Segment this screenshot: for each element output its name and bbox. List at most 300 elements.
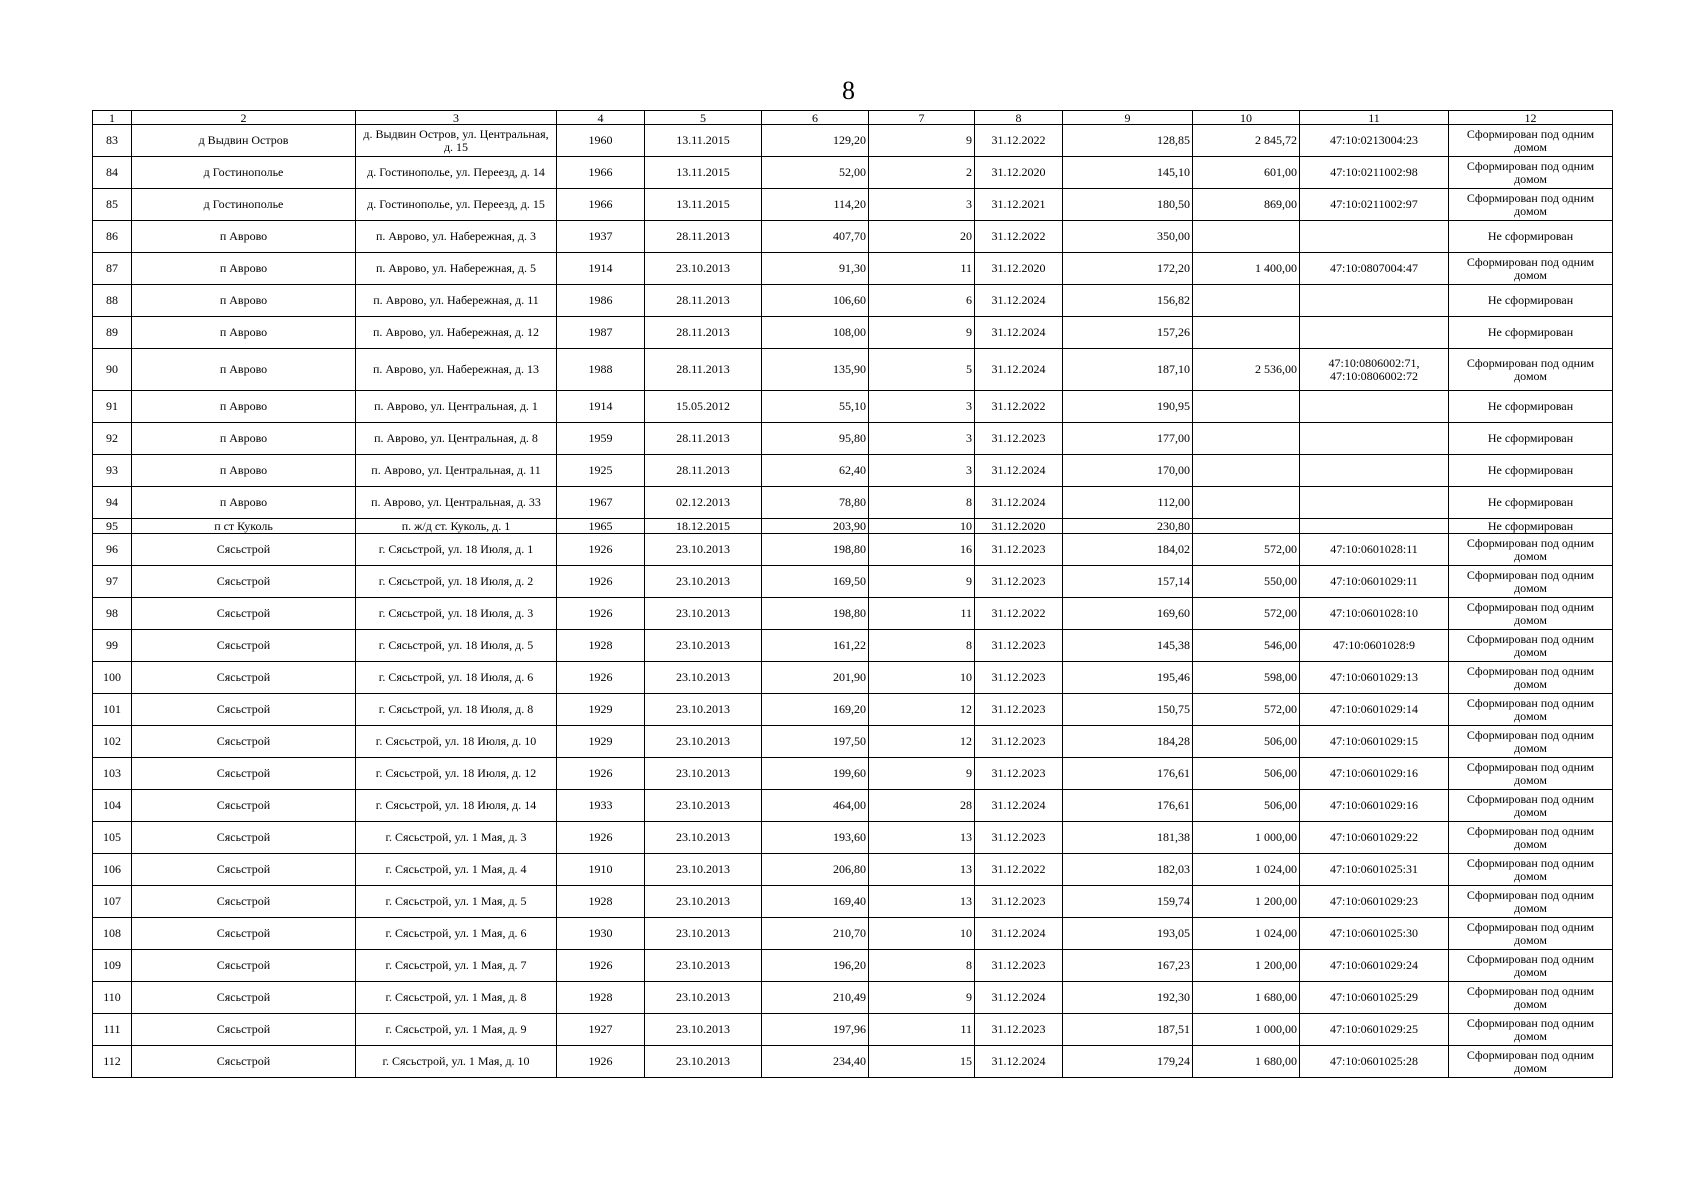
table-cell: 93: [93, 455, 132, 487]
table-cell: 6: [869, 285, 975, 317]
table-cell: 105: [93, 822, 132, 854]
table-cell: [1300, 423, 1449, 455]
table-cell: 193,60: [762, 822, 869, 854]
table-cell: Сформирован под одним домом: [1449, 918, 1613, 950]
table-cell: Сясьстрой: [132, 918, 356, 950]
table-cell: 187,10: [1063, 349, 1193, 391]
table-cell: 47:10:0601029:15: [1300, 726, 1449, 758]
table-row: [93, 317, 1613, 349]
table-cell: 28.11.2013: [645, 349, 762, 391]
table-cell: 23.10.2013: [645, 534, 762, 566]
table-cell: [1300, 221, 1449, 253]
table-cell: 88: [93, 285, 132, 317]
table-cell: 1910: [557, 854, 645, 886]
table-cell: 1 024,00: [1193, 918, 1300, 950]
table-cell: 23.10.2013: [645, 662, 762, 694]
table-row: [93, 285, 1613, 317]
table-cell: 31.12.2023: [975, 534, 1063, 566]
table-cell: 1937: [557, 221, 645, 253]
table-cell: Сформирован под одним домом: [1449, 950, 1613, 982]
table-cell: 177,00: [1063, 423, 1193, 455]
table-cell: 31.12.2024: [975, 317, 1063, 349]
table-cell: Не сформирован: [1449, 455, 1613, 487]
table-cell: 20: [869, 221, 975, 253]
table-cell: 145,10: [1063, 157, 1193, 189]
table-cell: г. Сясьстрой, ул. 18 Июля, д. 10: [356, 726, 557, 758]
table-cell: 1966: [557, 189, 645, 221]
table-cell: 1926: [557, 758, 645, 790]
table-cell: 13.11.2015: [645, 125, 762, 157]
table-cell: г. Сясьстрой, ул. 1 Мая, д. 3: [356, 822, 557, 854]
table-cell: 13.11.2015: [645, 157, 762, 189]
table-cell: 167,23: [1063, 950, 1193, 982]
table-cell: 1926: [557, 598, 645, 630]
table-cell: 135,90: [762, 349, 869, 391]
table-cell: 31.12.2021: [975, 189, 1063, 221]
table-cell: 103: [93, 758, 132, 790]
table-cell: 210,49: [762, 982, 869, 1014]
table-cell: 1929: [557, 726, 645, 758]
table-cell: 129,20: [762, 125, 869, 157]
table-cell: п Аврово: [132, 253, 356, 285]
table-cell: 86: [93, 221, 132, 253]
table-cell: 23.10.2013: [645, 982, 762, 1014]
table-cell: 47:10:0601029:11: [1300, 566, 1449, 598]
table-cell: г. Сясьстрой, ул. 1 Мая, д. 8: [356, 982, 557, 1014]
table-row: [93, 519, 1613, 534]
table-cell: 111: [93, 1014, 132, 1046]
table-cell: Сясьстрой: [132, 630, 356, 662]
column-number-row: [93, 111, 1613, 125]
table-cell: 1928: [557, 886, 645, 918]
table-cell: 1914: [557, 253, 645, 285]
table-cell: 1926: [557, 1046, 645, 1078]
table-cell: 109: [93, 950, 132, 982]
table-cell: 199,60: [762, 758, 869, 790]
table-cell: 3: [869, 189, 975, 221]
table-cell: 31.12.2022: [975, 221, 1063, 253]
table-cell: г. Сясьстрой, ул. 1 Мая, д. 7: [356, 950, 557, 982]
table-cell: Сформирован под одним домом: [1449, 349, 1613, 391]
table-cell: 106,60: [762, 285, 869, 317]
table-cell: 9: [869, 125, 975, 157]
table-cell: Сформирован под одним домом: [1449, 598, 1613, 630]
table-cell: Сясьстрой: [132, 598, 356, 630]
table-cell: 1986: [557, 285, 645, 317]
table-cell: 201,90: [762, 662, 869, 694]
table-cell: 90: [93, 349, 132, 391]
table-cell: 31.12.2023: [975, 726, 1063, 758]
page-number: 8: [842, 76, 855, 105]
table-cell: г. Сясьстрой, ул. 18 Июля, д. 2: [356, 566, 557, 598]
table-cell: д Гостинополье: [132, 157, 356, 189]
table-cell: 1959: [557, 423, 645, 455]
table-cell: Сясьстрой: [132, 694, 356, 726]
table-cell: г. Сясьстрой, ул. 18 Июля, д. 3: [356, 598, 557, 630]
table-row: [93, 918, 1613, 950]
table-cell: [1193, 519, 1300, 534]
table-cell: д. Выдвин Остров, ул. Центральная, д. 15: [356, 125, 557, 157]
table-cell: д. Гостинополье, ул. Переезд, д. 14: [356, 157, 557, 189]
table-cell: 31.12.2022: [975, 854, 1063, 886]
table-cell: 176,61: [1063, 790, 1193, 822]
table-row: [93, 1046, 1613, 1078]
table-cell: 1927: [557, 1014, 645, 1046]
table-cell: 161,22: [762, 630, 869, 662]
table-cell: 89: [93, 317, 132, 349]
table-cell: 23.10.2013: [645, 598, 762, 630]
table-cell: 197,50: [762, 726, 869, 758]
table-cell: 1966: [557, 157, 645, 189]
table-cell: 210,70: [762, 918, 869, 950]
table-cell: 170,00: [1063, 455, 1193, 487]
table-cell: Сформирован под одним домом: [1449, 1046, 1613, 1078]
table-cell: Сформирован под одним домом: [1449, 982, 1613, 1014]
table-cell: 96: [93, 534, 132, 566]
table-cell: 23.10.2013: [645, 822, 762, 854]
table-cell: 169,20: [762, 694, 869, 726]
table-cell: 31.12.2024: [975, 487, 1063, 519]
table-row: [93, 950, 1613, 982]
table-row: [93, 349, 1613, 391]
table-cell: Сясьстрой: [132, 534, 356, 566]
table-cell: г. Сясьстрой, ул. 18 Июля, д. 6: [356, 662, 557, 694]
table-cell: 91: [93, 391, 132, 423]
table-cell: 13: [869, 854, 975, 886]
table-cell: г. Сясьстрой, ул. 18 Июля, д. 1: [356, 534, 557, 566]
table-row: [93, 758, 1613, 790]
table-cell: 1926: [557, 822, 645, 854]
table-cell: 23.10.2013: [645, 726, 762, 758]
table-cell: 31.12.2020: [975, 253, 1063, 285]
table-cell: 47:10:0213004:23: [1300, 125, 1449, 157]
table-cell: п. Аврово, ул. Центральная, д. 11: [356, 455, 557, 487]
column-number: 6: [762, 111, 869, 125]
table-cell: 407,70: [762, 221, 869, 253]
table-cell: 1926: [557, 566, 645, 598]
table-cell: 150,75: [1063, 694, 1193, 726]
table-cell: 31.12.2022: [975, 125, 1063, 157]
table-cell: 31.12.2023: [975, 694, 1063, 726]
table-cell: Сясьстрой: [132, 790, 356, 822]
column-number: 5: [645, 111, 762, 125]
table-cell: г. Сясьстрой, ул. 18 Июля, д. 5: [356, 630, 557, 662]
table-cell: 87: [93, 253, 132, 285]
table-cell: 206,80: [762, 854, 869, 886]
table-cell: [1193, 455, 1300, 487]
column-number: 9: [1063, 111, 1193, 125]
table-cell: 13.11.2015: [645, 189, 762, 221]
table-cell: 62,40: [762, 455, 869, 487]
table-cell: 1914: [557, 391, 645, 423]
table-cell: 23.10.2013: [645, 854, 762, 886]
table-cell: 1928: [557, 982, 645, 1014]
table-cell: 572,00: [1193, 534, 1300, 566]
table-cell: Сформирован под одним домом: [1449, 125, 1613, 157]
table-cell: 196,20: [762, 950, 869, 982]
table-cell: Не сформирован: [1449, 285, 1613, 317]
table-cell: 23.10.2013: [645, 630, 762, 662]
table-cell: 157,26: [1063, 317, 1193, 349]
table-cell: 1 400,00: [1193, 253, 1300, 285]
table-cell: [1193, 285, 1300, 317]
table-cell: 1925: [557, 455, 645, 487]
table-cell: п. Аврово, ул. Набережная, д. 3: [356, 221, 557, 253]
table-cell: 95: [93, 519, 132, 534]
table-cell: 506,00: [1193, 726, 1300, 758]
table-cell: 464,00: [762, 790, 869, 822]
table-cell: 16: [869, 534, 975, 566]
table-cell: 1933: [557, 790, 645, 822]
table-cell: 2 536,00: [1193, 349, 1300, 391]
table-cell: п. Аврово, ул. Набережная, д. 12: [356, 317, 557, 349]
table-cell: 8: [869, 950, 975, 982]
table-cell: п. Аврово, ул. Набережная, д. 11: [356, 285, 557, 317]
table-cell: 114,20: [762, 189, 869, 221]
table-cell: 9: [869, 758, 975, 790]
table-cell: Сформирован под одним домом: [1449, 157, 1613, 189]
table-cell: [1300, 285, 1449, 317]
table-row: [93, 662, 1613, 694]
table-row: [93, 1014, 1613, 1046]
table-cell: 23.10.2013: [645, 950, 762, 982]
table-cell: 3: [869, 423, 975, 455]
table-cell: 11: [869, 598, 975, 630]
table-row: [93, 854, 1613, 886]
table-cell: 12: [869, 726, 975, 758]
table-cell: 3: [869, 391, 975, 423]
table-cell: 31.12.2024: [975, 790, 1063, 822]
table-cell: Сясьстрой: [132, 822, 356, 854]
table-cell: 85: [93, 189, 132, 221]
table-cell: 15.05.2012: [645, 391, 762, 423]
table-cell: 23.10.2013: [645, 918, 762, 950]
table-cell: 47:10:0601029:23: [1300, 886, 1449, 918]
table-cell: 101: [93, 694, 132, 726]
column-number: 4: [557, 111, 645, 125]
table-cell: 18.12.2015: [645, 519, 762, 534]
table-cell: 23.10.2013: [645, 1014, 762, 1046]
table-cell: 112: [93, 1046, 132, 1078]
table-cell: 180,50: [1063, 189, 1193, 221]
table-cell: п. Аврово, ул. Центральная, д. 1: [356, 391, 557, 423]
table-cell: Сясьстрой: [132, 886, 356, 918]
table-cell: п. Аврово, ул. Набережная, д. 13: [356, 349, 557, 391]
table-row: [93, 221, 1613, 253]
table-row: [93, 253, 1613, 285]
table-cell: 203,90: [762, 519, 869, 534]
table-cell: 197,96: [762, 1014, 869, 1046]
table-cell: 190,95: [1063, 391, 1193, 423]
table-cell: Сформирован под одним домом: [1449, 758, 1613, 790]
table-cell: [1193, 221, 1300, 253]
table-cell: 184,28: [1063, 726, 1193, 758]
table-cell: п Аврово: [132, 317, 356, 349]
table-cell: 47:10:0601025:30: [1300, 918, 1449, 950]
table-cell: 47:10:0601029:22: [1300, 822, 1449, 854]
table-cell: г. Сясьстрой, ул. 1 Мая, д. 4: [356, 854, 557, 886]
table-row: [93, 790, 1613, 822]
table-cell: 572,00: [1193, 598, 1300, 630]
table-cell: 112,00: [1063, 487, 1193, 519]
table-row: [93, 189, 1613, 221]
table-cell: 28.11.2013: [645, 423, 762, 455]
table-cell: 234,40: [762, 1046, 869, 1078]
table-cell: 187,51: [1063, 1014, 1193, 1046]
table-cell: [1193, 317, 1300, 349]
table-cell: 1929: [557, 694, 645, 726]
table-cell: п. Аврово, ул. Центральная, д. 8: [356, 423, 557, 455]
table-cell: 31.12.2020: [975, 157, 1063, 189]
column-number: 1: [93, 111, 132, 125]
table-cell: 128,85: [1063, 125, 1193, 157]
table-cell: 9: [869, 317, 975, 349]
table-cell: Сясьстрой: [132, 982, 356, 1014]
table-cell: 3: [869, 455, 975, 487]
table-cell: 92: [93, 423, 132, 455]
table-cell: д Гостинополье: [132, 189, 356, 221]
table-cell: 1926: [557, 662, 645, 694]
table-cell: 28.11.2013: [645, 455, 762, 487]
table-cell: 169,60: [1063, 598, 1193, 630]
table-row: [93, 534, 1613, 566]
table-cell: 28: [869, 790, 975, 822]
table-cell: 506,00: [1193, 790, 1300, 822]
table-cell: 15: [869, 1046, 975, 1078]
table-cell: 94: [93, 487, 132, 519]
table-row: [93, 726, 1613, 758]
table-cell: 13: [869, 822, 975, 854]
table-cell: 1967: [557, 487, 645, 519]
table-cell: 31.12.2023: [975, 566, 1063, 598]
table-row: [93, 982, 1613, 1014]
table-cell: 1926: [557, 534, 645, 566]
table-cell: 1988: [557, 349, 645, 391]
table-cell: 47:10:0211002:98: [1300, 157, 1449, 189]
column-number: 12: [1449, 111, 1613, 125]
table-cell: Сформирован под одним домом: [1449, 534, 1613, 566]
table-cell: 9: [869, 566, 975, 598]
table-row: [93, 423, 1613, 455]
table-cell: Сформирован под одним домом: [1449, 253, 1613, 285]
table-row: [93, 630, 1613, 662]
table-cell: [1193, 423, 1300, 455]
table-cell: 598,00: [1193, 662, 1300, 694]
table-cell: 31.12.2024: [975, 918, 1063, 950]
table-cell: 198,80: [762, 534, 869, 566]
table-row: [93, 391, 1613, 423]
table-cell: 179,24: [1063, 1046, 1193, 1078]
table-cell: Не сформирован: [1449, 317, 1613, 349]
table-cell: 31.12.2024: [975, 1046, 1063, 1078]
table-cell: 198,80: [762, 598, 869, 630]
table-cell: г. Сясьстрой, ул. 1 Мая, д. 10: [356, 1046, 557, 1078]
table-cell: 28.11.2013: [645, 317, 762, 349]
table-cell: 47:10:0601029:13: [1300, 662, 1449, 694]
table-cell: п Аврово: [132, 285, 356, 317]
table-cell: Сформирован под одним домом: [1449, 694, 1613, 726]
table-cell: [1193, 487, 1300, 519]
table-cell: [1300, 519, 1449, 534]
table-cell: 1930: [557, 918, 645, 950]
table-cell: Сформирован под одним домом: [1449, 886, 1613, 918]
table-cell: Сясьстрой: [132, 662, 356, 694]
table-cell: 1 000,00: [1193, 1014, 1300, 1046]
table-cell: 159,74: [1063, 886, 1193, 918]
table-cell: 10: [869, 662, 975, 694]
table-cell: Сформирован под одним домом: [1449, 790, 1613, 822]
table-cell: 156,82: [1063, 285, 1193, 317]
table-cell: 1 680,00: [1193, 982, 1300, 1014]
table-cell: г. Сясьстрой, ул. 1 Мая, д. 9: [356, 1014, 557, 1046]
table-cell: Сясьстрой: [132, 566, 356, 598]
table-cell: [1193, 391, 1300, 423]
table-cell: Сформирован под одним домом: [1449, 822, 1613, 854]
table-row: [93, 694, 1613, 726]
table-cell: 31.12.2024: [975, 285, 1063, 317]
housing-table: [92, 110, 1613, 1078]
table-cell: Сясьстрой: [132, 726, 356, 758]
table-cell: Сясьстрой: [132, 1014, 356, 1046]
table-cell: г. Сясьстрой, ул. 18 Июля, д. 8: [356, 694, 557, 726]
table-cell: 1960: [557, 125, 645, 157]
table-cell: 506,00: [1193, 758, 1300, 790]
column-number: 3: [356, 111, 557, 125]
column-number: 11: [1300, 111, 1449, 125]
table-cell: п Аврово: [132, 423, 356, 455]
table-row: [93, 455, 1613, 487]
table-cell: [1300, 455, 1449, 487]
table-cell: д Выдвин Остров: [132, 125, 356, 157]
table-row: [93, 487, 1613, 519]
table-cell: 47:10:0601029:24: [1300, 950, 1449, 982]
table-cell: 1 200,00: [1193, 950, 1300, 982]
table-cell: д. Гостинополье, ул. Переезд, д. 15: [356, 189, 557, 221]
table-cell: Сформирован под одним домом: [1449, 726, 1613, 758]
table-cell: 52,00: [762, 157, 869, 189]
table-cell: 47:10:0601028:9: [1300, 630, 1449, 662]
table-cell: 108,00: [762, 317, 869, 349]
table-cell: 1965: [557, 519, 645, 534]
table-cell: 23.10.2013: [645, 1046, 762, 1078]
column-number: 10: [1193, 111, 1300, 125]
table-cell: 84: [93, 157, 132, 189]
table-cell: 95,80: [762, 423, 869, 455]
table-cell: Не сформирован: [1449, 519, 1613, 534]
table-cell: 31.12.2023: [975, 886, 1063, 918]
table-cell: 31.12.2022: [975, 598, 1063, 630]
table-cell: Сформирован под одним домом: [1449, 1014, 1613, 1046]
table-cell: 47:10:0601025:29: [1300, 982, 1449, 1014]
table-cell: 1 024,00: [1193, 854, 1300, 886]
table-cell: 23.10.2013: [645, 253, 762, 285]
table-cell: п Аврово: [132, 455, 356, 487]
table-cell: 31.12.2022: [975, 391, 1063, 423]
table-cell: 47:10:0601025:31: [1300, 854, 1449, 886]
table-cell: 2 845,72: [1193, 125, 1300, 157]
table-cell: г. Сясьстрой, ул. 1 Мая, д. 5: [356, 886, 557, 918]
table-cell: 176,61: [1063, 758, 1193, 790]
table-cell: Сформирован под одним домом: [1449, 662, 1613, 694]
table-cell: 28.11.2013: [645, 285, 762, 317]
table-cell: 107: [93, 886, 132, 918]
table-cell: 31.12.2020: [975, 519, 1063, 534]
table-cell: п. Аврово, ул. Набережная, д. 5: [356, 253, 557, 285]
table-cell: Сформирован под одним домом: [1449, 630, 1613, 662]
table-cell: 110: [93, 982, 132, 1014]
table-cell: 91,30: [762, 253, 869, 285]
table-cell: 47:10:0601028:10: [1300, 598, 1449, 630]
